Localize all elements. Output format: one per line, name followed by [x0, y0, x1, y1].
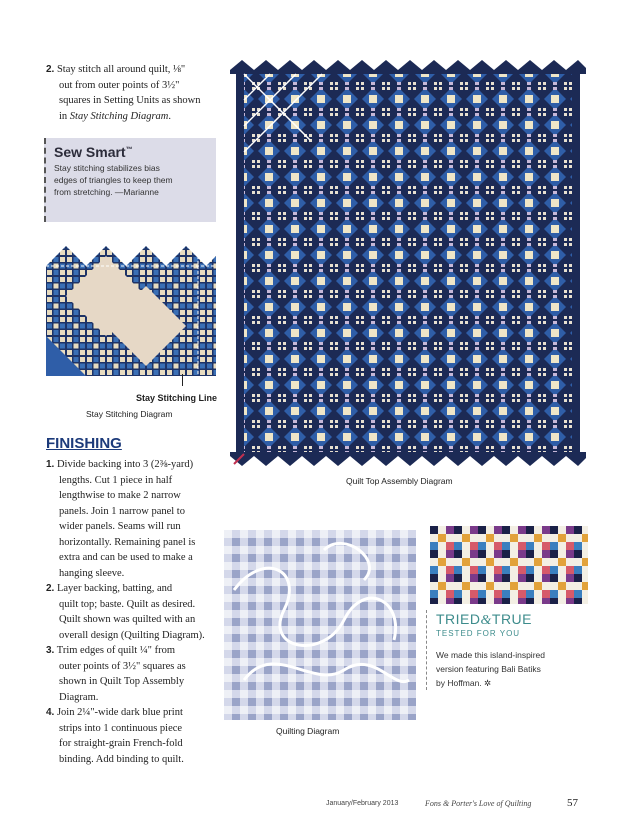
text-prefix: in: [59, 110, 70, 122]
step-text: for straight-grain French-fold: [59, 738, 183, 749]
step-text: binding. Add binding to quilt.: [59, 753, 184, 765]
step-text: overall design (Quilting Diagram).: [59, 629, 205, 641]
step-text: strips into 1 continuous piece: [59, 722, 183, 734]
finishing-step-2: [46, 581, 226, 643]
tried-true-line: by Hoffman.: [436, 678, 482, 688]
title-ampersand: &: [480, 613, 492, 628]
quilting-caption: Quilting Diagram: [276, 726, 340, 736]
tried-true-text: [436, 648, 545, 690]
title-part: TRUE: [491, 611, 533, 627]
step-number: 1.: [46, 459, 55, 470]
step-number: 2.: [46, 64, 55, 75]
title-part: TRIED: [436, 611, 481, 627]
step-text: Trim edges of quilt ¼" from: [56, 645, 176, 656]
finishing-step-4: [46, 705, 226, 767]
sew-smart-text: edges of triangles to keep them: [54, 175, 173, 185]
step-number: 3.: [46, 645, 55, 656]
sample-quilt-photo: [430, 526, 588, 604]
assembly-caption: Quilt Top Assembly Diagram: [346, 476, 453, 486]
step-text: Quilt shown was quilted with an: [59, 614, 196, 625]
diagram-reference: Stay Stitching Diagram: [69, 110, 169, 122]
finishing-step-3: [46, 643, 226, 705]
step-text: quilt top; baste. Quilt as desired.: [59, 598, 196, 610]
step-text: Diagram.: [59, 691, 99, 703]
step-text: Divide backing into 3 (2⅜-yard): [56, 459, 194, 470]
finishing-steps: [46, 457, 226, 767]
step-text: lengthwise to make 2 narrow: [59, 490, 181, 501]
step-number: 2.: [46, 583, 55, 594]
quilting-diagram: [224, 530, 416, 720]
end-mark-icon: ✲: [484, 678, 492, 688]
step-text: extra and can be used to make a: [59, 552, 193, 563]
step-text: panels. Join 1 narrow panel to: [59, 505, 185, 517]
page-number: 57: [567, 797, 578, 809]
step-text: Join 2¼"-wide dark blue print: [56, 707, 183, 718]
step-text: squares in Setting Units as shown: [59, 95, 201, 106]
footer-issue: January/February 2013: [326, 800, 399, 807]
sew-smart-text: from stretching. —Marianne: [54, 187, 159, 197]
footer-magazine: Fons & Porter's Love of Quilting: [425, 799, 532, 808]
quilting-illustration: [224, 530, 416, 720]
tried-true-photo: [430, 526, 588, 604]
quilt-illustration: [230, 60, 586, 466]
quilt-top-assembly-diagram: [230, 60, 586, 466]
step-text: lengths. Cut 1 piece in half: [59, 474, 173, 486]
step-2: [46, 62, 226, 124]
step-text-line: [46, 109, 226, 125]
sew-smart-title: [54, 144, 216, 160]
step-text: outer points of 3½" squares as: [59, 660, 186, 672]
step-number: 4.: [46, 707, 55, 718]
tried-true-line: We made this island-inspired: [436, 650, 545, 660]
step-text: Stay stitch all around quilt, ⅛": [56, 64, 186, 75]
stay-stitching-line-label: Stay Stitching Line: [136, 393, 218, 403]
step-text: Layer backing, batting, and: [56, 583, 173, 594]
arrow-icon: [182, 374, 183, 386]
finishing-step-1: [46, 457, 226, 581]
text-suffix: .: [168, 110, 171, 122]
sew-smart-title-text: Sew Smart: [54, 144, 126, 160]
stay-stitching-diagram: [46, 236, 216, 376]
step-text: horizontally. Remaining panel is: [59, 536, 196, 548]
stay-stitching-caption: Stay Stitching Diagram: [86, 409, 173, 419]
tried-true-subtitle: TESTED FOR YOU: [436, 629, 521, 638]
trademark-mark: ™: [125, 146, 133, 154]
stay-stitching-illustration: [46, 236, 216, 376]
step-text: hanging sleeve.: [59, 567, 125, 579]
sew-smart-text: Stay stitching stabilizes bias: [54, 163, 160, 173]
step-text: wider panels. Seams will run: [59, 521, 181, 532]
tried-true-line: version featuring Bali Batiks: [436, 664, 541, 674]
step-text: shown in Quilt Top Assembly: [59, 676, 185, 687]
step-text: out from outer points of 3½": [59, 79, 180, 91]
tried-true-title: [436, 611, 532, 629]
finishing-heading: FINISHING: [46, 435, 122, 452]
tried-true-box: [426, 610, 431, 690]
sew-smart-box: [44, 138, 216, 222]
